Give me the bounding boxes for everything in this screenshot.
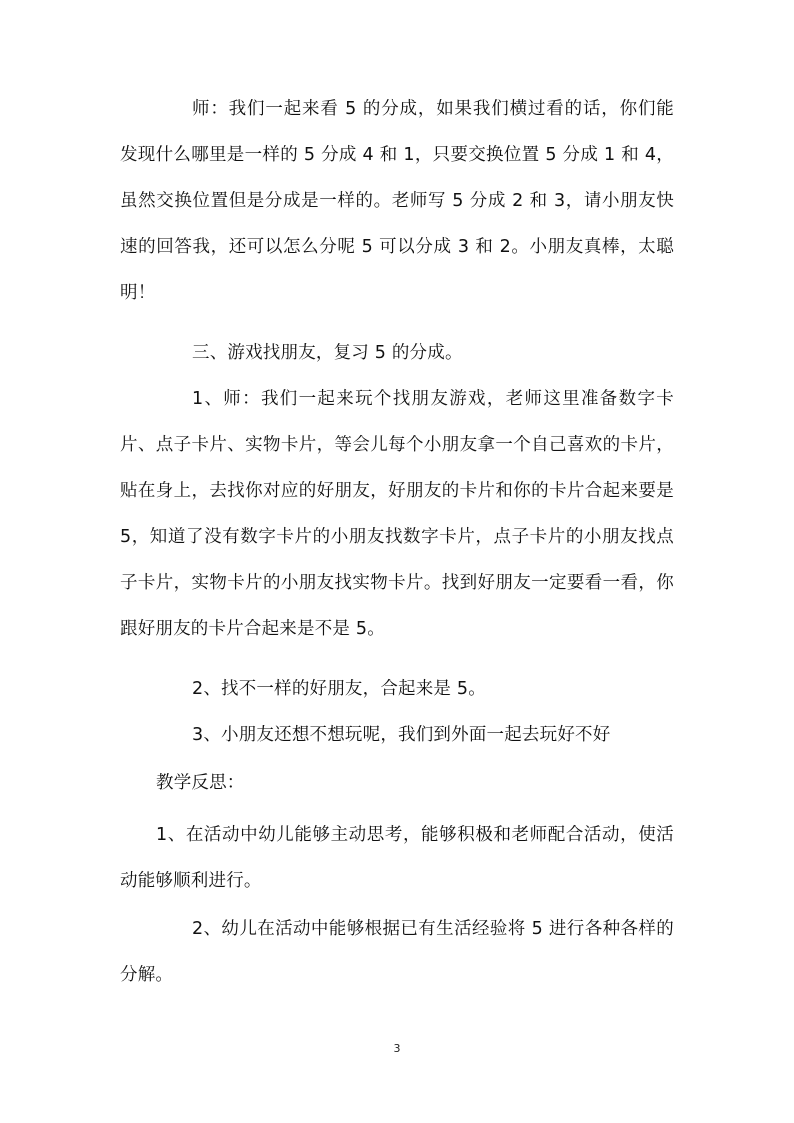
paragraph-find-different-friend: 2、找不一样的好朋友，合起来是 5。 (192, 679, 486, 699)
paragraph-play-outside: 3、小朋友还想不想玩呢，我们到外面一起去玩好不好 (192, 725, 611, 745)
paragraph-reflection-2: 2、幼儿在活动中能够根据已有生活经验将 5 进行各种各样的分解。 (120, 919, 674, 985)
page-number: 3 (393, 1042, 401, 1055)
paragraph-teacher-five-split: 师：我们一起来看 5 的分成，如果我们横过看的话，你们能发现什么哪里是一样的 5 分成 4 和 1，只要交换位置 5 分成 1 和 4，虽然交换位置但是分成是一样的。老师写 5 分成 2 和 3，请小朋友快速的回答我，还可以怎么分呢 5 可以分成 3 和 2。小朋友真棒，太聪明！ (120, 99, 674, 303)
paragraph-find-friend-game: 1、师：我们一起来玩个找朋友游戏，老师这里准备数字卡片、点子卡片、实物卡片，等会儿每个小朋友拿一个自己喜欢的卡片，贴在身上，去找你对应的好朋友，好朋友的卡片和你的卡片合起来要是 5，知道了没有数字卡片的小朋友找数字卡片，点子卡片的小朋友找点子卡片，实物卡片的小朋友找实物卡片。找到好朋友一定要看一看，你跟好朋友的卡片合起来是不是 5。 (120, 389, 674, 639)
paragraph-reflection-1: 1、在活动中幼儿能够主动思考，能够积极和老师配合活动，使活动能够顺利进行。 (120, 825, 674, 891)
heading-teaching-reflection: 教学反思： (156, 773, 245, 793)
section-heading-game: 三、游戏找朋友，复习 5 的分成。 (192, 343, 463, 363)
